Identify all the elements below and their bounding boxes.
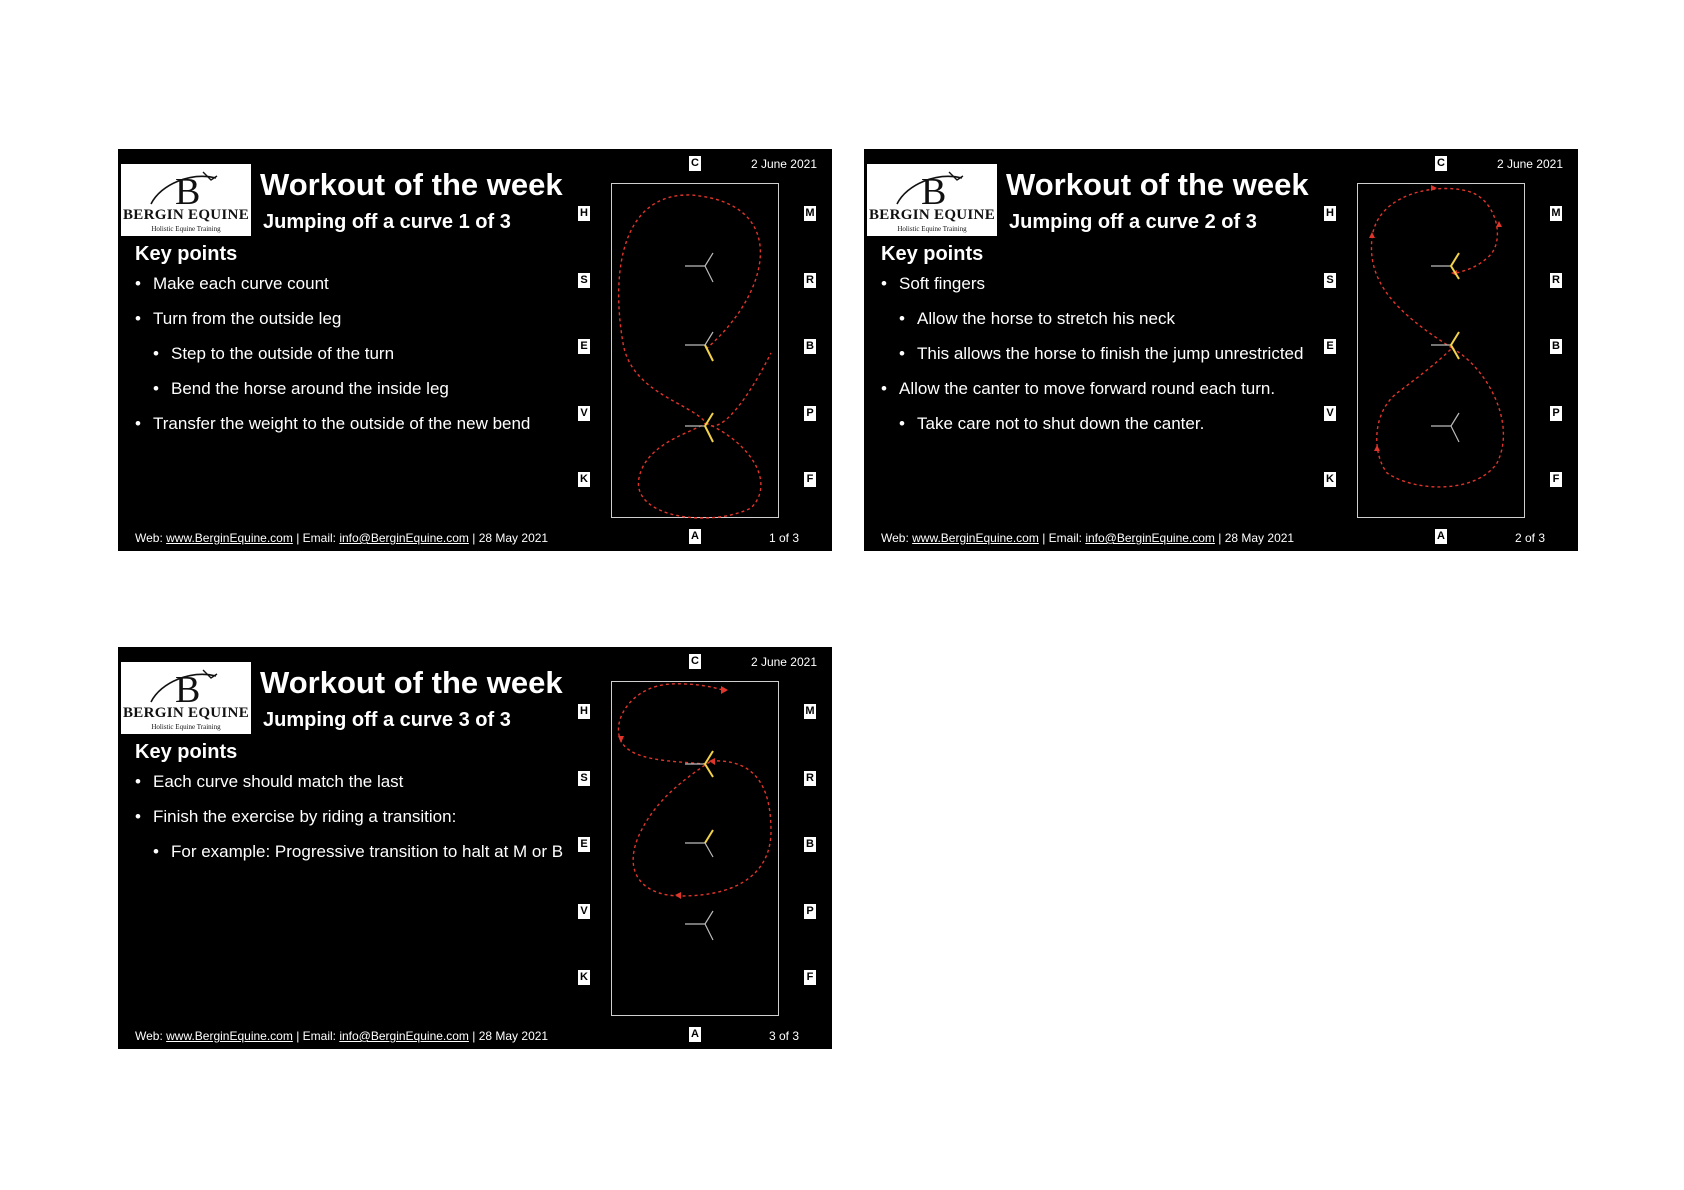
list-item: • Soft fingers <box>881 275 1321 293</box>
arena-letter-s: S <box>578 273 590 288</box>
arena-letter-m: M <box>805 207 815 219</box>
arena-letter-f: F <box>804 472 816 487</box>
arena-outline <box>612 184 779 518</box>
arena-diagram <box>611 183 781 519</box>
key-points-list <box>881 275 1321 450</box>
arena-letter-m: M <box>805 705 815 717</box>
list-item: • Allow the horse to stretch his neck <box>899 310 1321 328</box>
slide-date: 2 June 2021 <box>750 157 817 171</box>
riding-path <box>633 761 771 896</box>
arena-letter-v: V <box>1324 406 1336 421</box>
jump-icon <box>685 751 713 777</box>
slide-1 <box>118 149 832 551</box>
arena-letter-k: K <box>1324 472 1336 487</box>
arena-letter-f: F <box>1550 472 1562 487</box>
arena-outline <box>612 682 779 1016</box>
arena-letter-r: R <box>1550 273 1562 288</box>
bergin-equine-logo: B BERGIN EQUINE Holistic Equine Training <box>121 164 251 236</box>
arena-letter-a: A <box>689 1027 701 1042</box>
arena-letter-p: P <box>804 406 816 421</box>
horse-head-icon <box>867 164 997 210</box>
arena-letter-m: M <box>1551 207 1561 219</box>
email-link[interactable]: info@BerginEquine.com <box>1085 531 1215 545</box>
arena-letter-c: C <box>1435 156 1447 171</box>
arena-letter-h: H <box>1324 206 1336 221</box>
arena-letter-b: B <box>804 837 816 852</box>
website-link[interactable]: www.BerginEquine.com <box>166 1029 293 1043</box>
slide-subtitle: Jumping off a curve 1 of 3 <box>263 211 511 233</box>
slide-3 <box>118 647 832 1049</box>
arena-letter-v: V <box>578 406 590 421</box>
slide-subtitle: Jumping off a curve 3 of 3 <box>263 709 511 731</box>
slide-2 <box>864 149 1578 551</box>
arena-letter-r: R <box>804 273 816 288</box>
arena-letter-r: R <box>804 771 816 786</box>
riding-path <box>618 684 726 764</box>
key-points-heading: Key points <box>881 243 984 265</box>
arrowhead-icon <box>1369 185 1502 451</box>
svg-text:B: B <box>175 171 201 210</box>
key-points-heading: Key points <box>135 243 238 265</box>
arena-letter-f: F <box>804 970 816 985</box>
riding-path <box>1371 188 1497 348</box>
key-points-heading: Key points <box>135 741 238 763</box>
riding-path <box>1377 348 1504 487</box>
riding-path <box>619 195 771 426</box>
arena-diagram <box>1357 183 1527 519</box>
bergin-equine-logo: B BERGIN EQUINE Holistic Equine Training <box>121 662 251 734</box>
slide-title: Workout of the week <box>260 167 563 202</box>
email-link[interactable]: info@BerginEquine.com <box>339 1029 469 1043</box>
website-link[interactable]: www.BerginEquine.com <box>912 531 1039 545</box>
arena-letter-a: A <box>689 529 701 544</box>
arena-letter-b: B <box>804 339 816 354</box>
list-item: • Allow the canter to move forward round each turn. <box>881 380 1321 398</box>
list-item: • Transfer the weight to the outside of the new bend <box>135 415 575 433</box>
arena-letter-h: H <box>578 704 590 719</box>
list-item: • Bend the horse around the inside leg <box>153 380 575 398</box>
key-points-list <box>135 773 575 878</box>
page-number: 1 of 3 <box>769 531 800 545</box>
slide-subtitle: Jumping off a curve 2 of 3 <box>1009 211 1257 233</box>
arena-letter-s: S <box>1324 273 1336 288</box>
jump-icon <box>1431 413 1459 442</box>
list-item: • Make each curve count <box>135 275 575 293</box>
jump-icon <box>685 911 713 940</box>
slide-footer: Web: www.BerginEquine.com | Email: info@BerginEquine.com | 28 May 2021 <box>135 1029 549 1043</box>
jump-icon <box>685 413 713 442</box>
arena-diagram <box>611 681 781 1017</box>
jump-icon <box>685 332 713 361</box>
arena-letter-c: C <box>689 654 701 669</box>
arena-outline <box>1358 184 1525 518</box>
jump-icon <box>685 830 713 857</box>
arena-letter-v: V <box>578 904 590 919</box>
jump-icon <box>685 253 713 282</box>
arena-letter-k: K <box>578 472 590 487</box>
svg-text:B: B <box>175 669 201 708</box>
slide-title: Workout of the week <box>260 665 563 700</box>
email-link[interactable]: info@BerginEquine.com <box>339 531 469 545</box>
slide-date: 2 June 2021 <box>750 655 817 669</box>
arena-letter-e: E <box>578 837 590 852</box>
svg-text:B: B <box>921 171 947 210</box>
key-points-list <box>135 275 575 450</box>
slide-footer: Web: www.BerginEquine.com | Email: info@BerginEquine.com | 28 May 2021 <box>881 531 1295 545</box>
page-number: 2 of 3 <box>1515 531 1546 545</box>
list-item: • This allows the horse to finish the jump unrestricted <box>899 345 1321 363</box>
jump-icon <box>1431 253 1459 279</box>
arena-letter-h: H <box>578 206 590 221</box>
page-number: 3 of 3 <box>769 1029 800 1043</box>
list-item: • Each curve should match the last <box>135 773 575 791</box>
arrowhead-icon <box>618 686 728 899</box>
slide-title: Workout of the week <box>1006 167 1309 202</box>
arena-letter-b: B <box>1550 339 1562 354</box>
list-item: • Finish the exercise by riding a transition: <box>135 808 575 826</box>
arena-letter-e: E <box>578 339 590 354</box>
riding-path <box>638 423 760 518</box>
list-item: • Turn from the outside leg <box>135 310 575 328</box>
website-link[interactable]: www.BerginEquine.com <box>166 531 293 545</box>
arena-letter-c: C <box>689 156 701 171</box>
slide-footer: Web: www.BerginEquine.com | Email: info@BerginEquine.com | 28 May 2021 <box>135 531 549 545</box>
horse-head-icon <box>121 662 251 708</box>
arena-letter-e: E <box>1324 339 1336 354</box>
bergin-equine-logo: B BERGIN EQUINE Holistic Equine Training <box>867 164 997 236</box>
list-item: • For example: Progressive transition to halt at M or B <box>153 843 575 861</box>
arena-letter-s: S <box>578 771 590 786</box>
arena-letter-a: A <box>1435 529 1447 544</box>
list-item: • Step to the outside of the turn <box>153 345 575 363</box>
arena-letter-k: K <box>578 970 590 985</box>
slide-date: 2 June 2021 <box>1496 157 1563 171</box>
arena-letter-p: P <box>1550 406 1562 421</box>
arena-letter-p: P <box>804 904 816 919</box>
horse-head-icon <box>121 164 251 210</box>
list-item: • Take care not to shut down the canter. <box>899 415 1321 433</box>
